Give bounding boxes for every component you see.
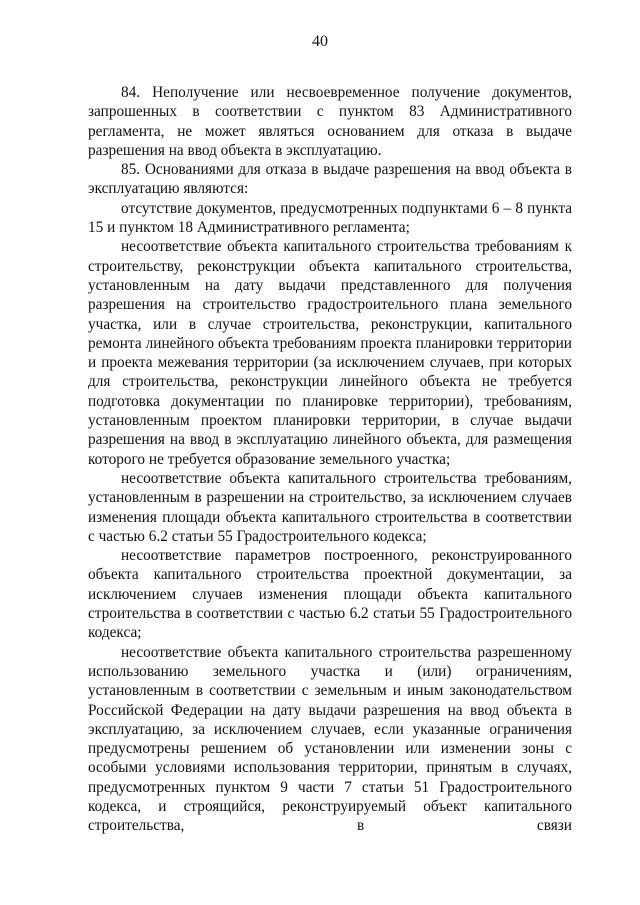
paragraph-85: 85. Основаниями для отказа в выдаче разрешения на ввод объекта в эксплуатацию являются: [88,161,572,198]
refusal-ground-urban-plan-mismatch: несоответствие объекта капитального строительства требованиям к строительству, реконструкции объекта капитального строительства, установленным на дату выдачи представленного для получения разрешения на строительство градостроительного плана земельного участка, или в случае строительства, реконструкции, капитального ремонта линейного объекта требованиям проекта планировки территории и проекта межевания территории (за исключением случаев, при которых для строительства, реконструкции линейного объекта не требуется подготовка документации по планировке территории), требованиям, установленным проектом планировки территории, в случае выдачи разрешения на ввод в эксплуатацию линейного объекта, для размещения которого не требуется образование земельного участка; [88,238,572,468]
document-body [88,83,572,836]
refusal-ground-land-use-mismatch: несоответствие объекта капитального строительства разрешенному использованию земельного участка и (или) ограничениям, установленным в соответствии с земельным и иным законодательством Российской Федерации на дату выдачи разрешения на ввод объекта в эксплуатацию, за исключением случаев, если указанные ограничения предусмотрены решением об установлении или изменении зоны с особыми условиями использования территории, принятым в случаях, предусмотренных пунктом 9 части 7 статьи 51 Градостроительного кодекса, и строящийся, реконструируемый объект капитального строительства, в связи [88,643,572,835]
refusal-ground-design-mismatch: несоответствие параметров построенного, реконструированного объекта капитального строительства проектной документации, за исключением случаев изменения площади объекта капитального строительства в соответствии с частью 6.2 статьи 55 Градостроительного кодекса; [88,547,572,642]
page-number: 40 [312,33,328,50]
paragraph-84: 84. Неполучение или несвоевременное получение документов, запрошенных в соответствии с пунктом 83 Административного регламента, не может являться основанием для отказа в выдаче разрешения на ввод объекта в эксплуатацию. [88,84,572,159]
refusal-ground-missing-documents: отсутствие документов, предусмотренных подпунктами 6 – 8 пункта 15 и пунктом 18 Административного регламента; [88,199,572,237]
refusal-ground-permit-mismatch: несоответствие объекта капитального строительства требованиям, установленным в разрешении на строительство, за исключением случаев изменения площади объекта капитального строительства в соответствии с частью 6.2 статьи 55 Градостроительного кодекса; [88,469,572,545]
